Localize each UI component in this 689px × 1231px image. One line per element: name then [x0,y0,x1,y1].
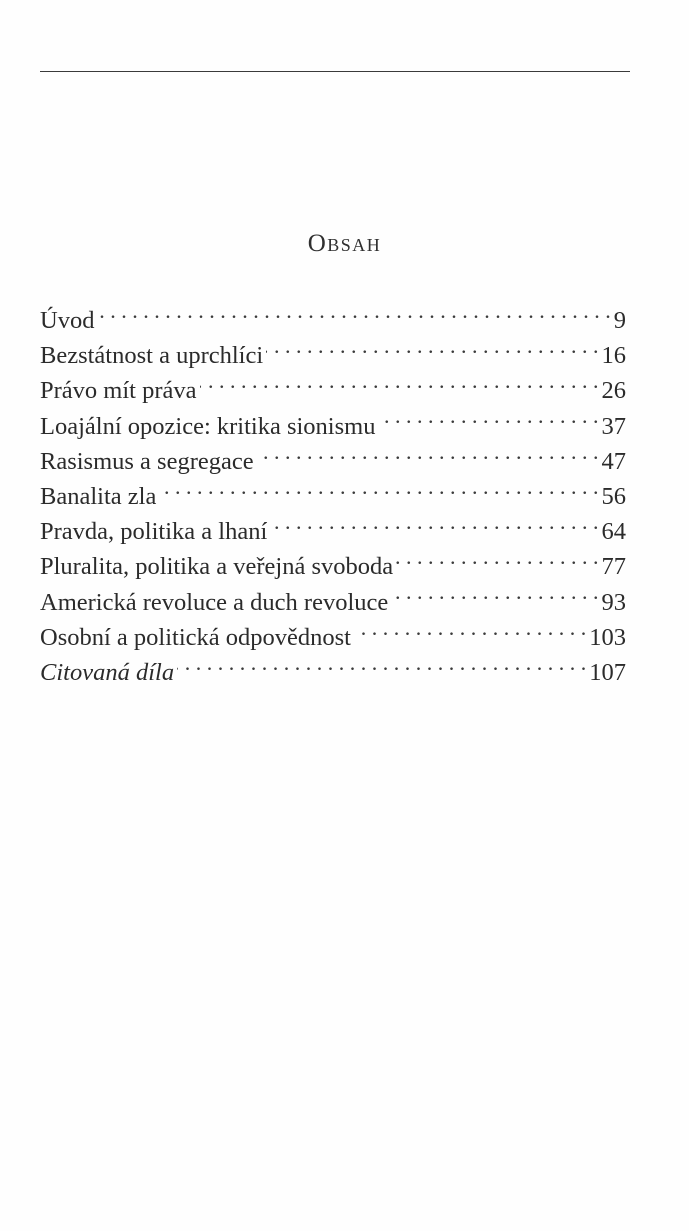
toc-entry-title: Pluralita, politika a veřejná svoboda [40,553,394,581]
dot-leader [354,620,586,645]
toc-entry-uvod [40,303,626,338]
toc-entry-bezstatnost [40,338,626,373]
toc-entry-page: 9 [613,307,626,334]
toc-heading: Obsah [307,230,382,257]
toc-entry-americka [40,585,626,620]
toc-entry-title: Právo mít práva [40,377,197,405]
toc-entry-banalita [40,479,626,514]
table-of-contents [40,303,626,690]
dot-leader [270,515,598,540]
toc-entry-page: 64 [601,518,626,546]
dot-leader [266,339,598,364]
toc-entry-title: Úvod [40,307,95,334]
top-rule [40,71,630,72]
dot-leader [257,444,599,469]
toc-entry-page: 103 [589,623,626,651]
dot-leader [200,374,599,399]
dot-leader [391,585,598,610]
toc-entry-pravo [40,373,626,408]
dot-leader [378,409,598,434]
toc-entry-title: Osobní a politická odpovědnost [40,623,351,651]
toc-entry-page: 26 [601,377,626,405]
toc-entry-pluralita [40,549,626,584]
toc-entry-title: Rasismus a segregace [40,447,254,475]
toc-entry-page: 107 [589,659,626,687]
dot-leader [97,304,610,329]
toc-entry-page: 77 [601,553,626,581]
toc-entry-title: Citovaná díla [40,659,175,687]
toc-entry-loajalni [40,409,626,444]
toc-entry-page: 16 [601,342,626,370]
toc-entry-title: Bezstátnost a uprchlíci [40,342,264,370]
dot-leader [159,480,598,505]
toc-entry-osobni [40,620,626,655]
toc-entry-rasismus [40,444,626,479]
dot-leader [396,550,598,575]
toc-entry-page: 47 [601,447,626,475]
toc-entry-title: Americká revoluce a duch revoluce [40,588,389,616]
toc-entry-page: 93 [601,588,626,616]
toc-entry-page: 37 [601,412,626,440]
toc-entry-citovana [40,655,626,690]
toc-entry-title: Banalita zla [40,483,157,511]
toc-entry-title: Pravda, politika a lhaní [40,518,268,546]
toc-entry-page: 56 [601,483,626,511]
dot-leader [177,656,586,681]
toc-entry-pravda [40,514,626,549]
toc-entry-title: Loajální opozice: kritika sionismu [40,412,376,440]
